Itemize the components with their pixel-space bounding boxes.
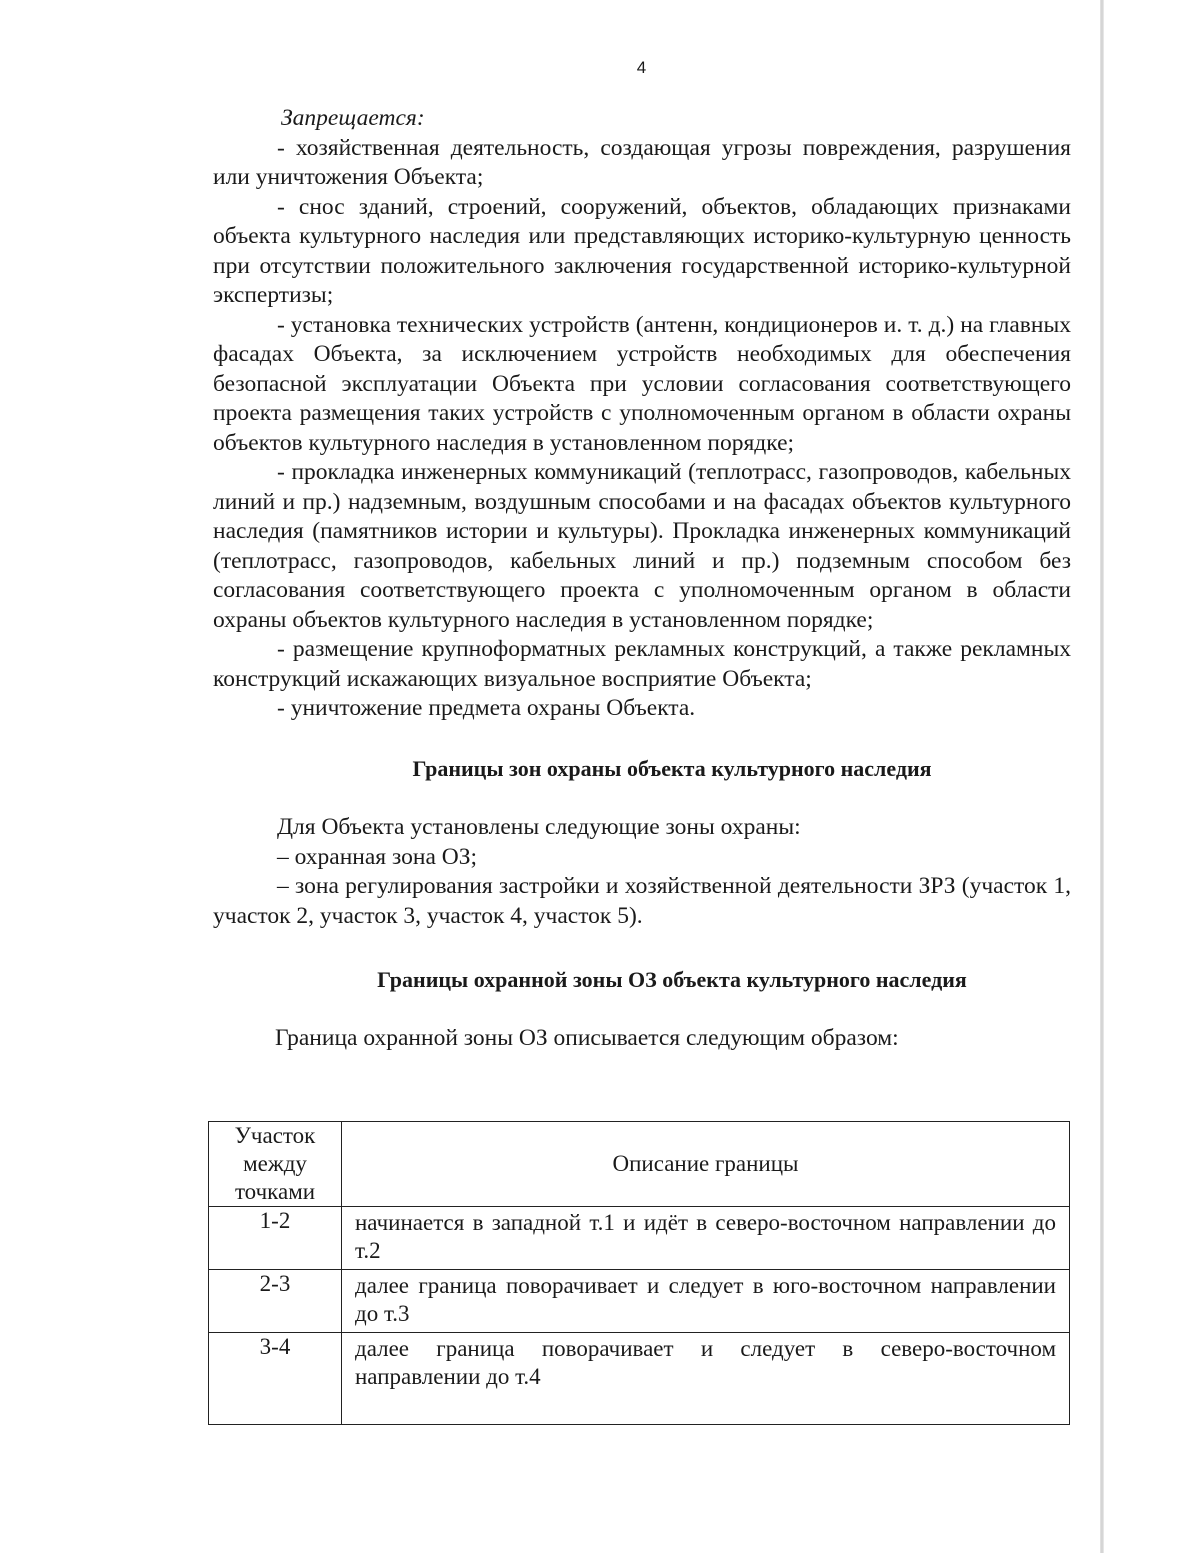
prohibition-item: - хозяйственная деятельность, создающая угрозы повреждения, разрушения или уничтожения Объекта; bbox=[213, 134, 1071, 190]
prohibition-item: - прокладка инженерных коммуникаций (теплотрасс, газопроводов, кабельных линий и пр.) надземным, воздушным способами и на фасадах объектов культурного наследия (памятников истории и культуры). Прокладка инженерных коммуникаций (теплотрасс, газопроводов, кабельных линий и пр.) подземным способом без согласования соответствующего проекта с уполномоченным органом в области охраны объектов культурного наследия в установленном порядке; bbox=[213, 459, 1071, 633]
section-heading-zones: Границы зон охраны объекта культурного наследия bbox=[412, 755, 932, 781]
description-cell: далее граница поворачивает и следует в северо-восточном направлении до т.4 bbox=[342, 1333, 1070, 1425]
prohibition-item: - уничтожение предмета охраны Объекта. bbox=[277, 695, 696, 721]
prohibition-item: - установка технических устройств (антенн, кондиционеров и. т. д.) на главных фасадах Объекта, за исключением устройств необходимых для обеспечения безопасной эксплуатации Объекта при условии согласования соответствующего проекта размещения таких устройств с уполномоченным органом в области охраны объектов культурного наследия в установленном порядке; bbox=[213, 311, 1071, 456]
section-heading-oz: Границы охранной зоны ОЗ объекта культурного наследия bbox=[377, 967, 967, 992]
table-row bbox=[209, 1270, 1070, 1333]
header-segment: Участок между точками bbox=[209, 1122, 342, 1207]
header-description: Описание границы bbox=[342, 1122, 1070, 1207]
table-row bbox=[209, 1333, 1070, 1425]
segment-cell: 1-2 bbox=[209, 1207, 342, 1270]
zone-item: – охранная зона ОЗ; bbox=[277, 843, 478, 870]
document-body bbox=[213, 104, 1071, 1051]
page-number: 4 bbox=[636, 58, 647, 77]
description-cell: далее граница поворачивает и следует в юго-восточном направлении до т.3 bbox=[342, 1270, 1070, 1333]
boundary-table bbox=[208, 1121, 1070, 1425]
table-header-row bbox=[209, 1122, 1070, 1207]
prohibition-item: - размещение крупноформатных рекламных конструкций, а также рекламных конструкций искажающих визуальное восприятие Объекта; bbox=[213, 636, 1071, 692]
prohibition-item: - снос зданий, строений, сооружений, объектов, обладающих признаками объекта культурного наследия или представляющих историко-культурную ценность при отсутствии положительного заключения государственной историко-культурной экспертизы; bbox=[213, 193, 1071, 308]
description-cell: начинается в западной т.1 и идёт в северо-восточном направлении до т.2 bbox=[342, 1207, 1070, 1270]
segment-cell: 3-4 bbox=[209, 1333, 342, 1425]
zones-intro: Для Объекта установлены следующие зоны охраны: bbox=[277, 814, 801, 840]
segment-cell: 2-3 bbox=[209, 1270, 342, 1333]
zone-item: – зона регулирования застройки и хозяйственной деятельности ЗРЗ (участок 1, участок 2, участок 3, участок 4, участок 5). bbox=[213, 873, 1071, 929]
table-row bbox=[209, 1207, 1070, 1270]
prohibitions-lead: Запрещается: bbox=[281, 105, 425, 131]
table-intro: Граница охранной зоны ОЗ описывается следующим образом: bbox=[275, 1024, 899, 1051]
